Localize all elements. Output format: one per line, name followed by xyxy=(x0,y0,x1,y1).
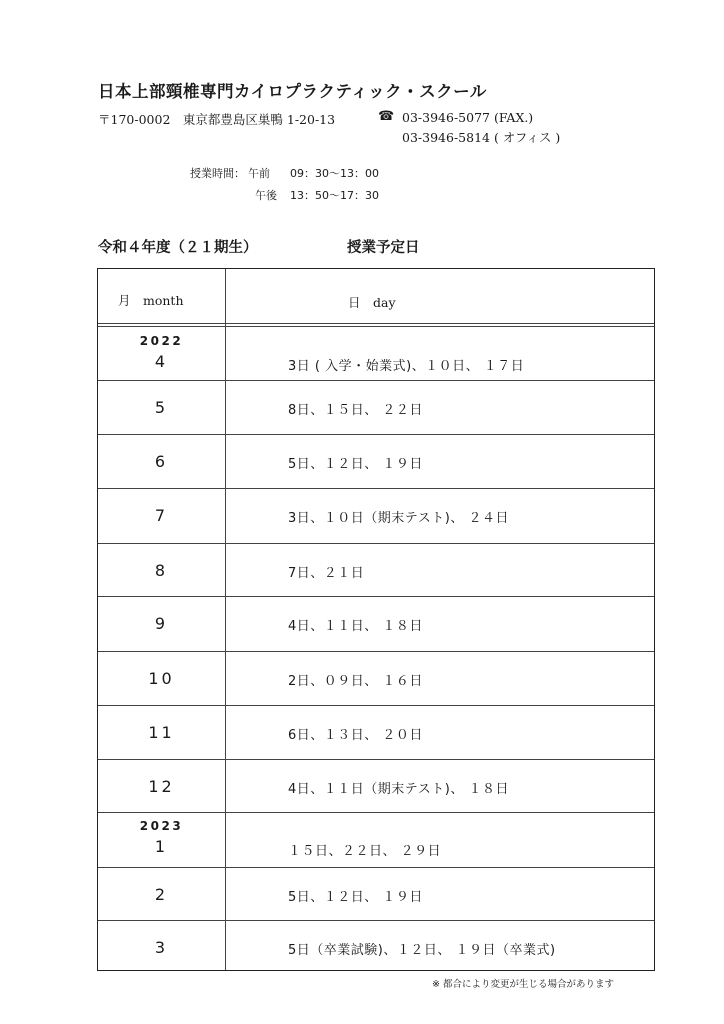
days-cell: 5日、１２日、 １９日 xyxy=(288,457,423,472)
pm-time: 13：50〜17：30 xyxy=(290,189,379,202)
month-cell: 3 xyxy=(154,938,169,957)
table-row xyxy=(98,328,654,381)
days-cell: 6日、１３日、 ２０日 xyxy=(288,728,423,743)
table-row xyxy=(98,921,654,974)
phone-office: 03-3946-5814 ( オフィス ) xyxy=(402,130,561,145)
table-row xyxy=(98,868,654,921)
school-title: 日本上部頸椎専門カイロプラクティック・スクール xyxy=(98,82,487,101)
am-time: 09：30〜13：00 xyxy=(290,167,379,180)
month-cell: 2 xyxy=(154,885,169,904)
days-cell: １５日、２２日、 ２９日 xyxy=(288,844,442,859)
column-header-month: 月 month xyxy=(118,293,184,308)
table-row xyxy=(98,813,654,866)
days-cell: 2日、０９日、 １６日 xyxy=(288,674,423,689)
month-cell: 5 xyxy=(154,398,169,417)
address: 〒170-0002 東京都豊島区巣鴨 1-20-13 xyxy=(98,112,336,127)
month-cell: 9 xyxy=(154,614,169,633)
year-heading: 令和４年度（２１期生） xyxy=(98,239,258,256)
table-row xyxy=(98,760,654,813)
pm-label: 午後 xyxy=(255,189,277,202)
days-cell: 5日、１２日、 １９日 xyxy=(288,890,423,905)
month-cell: 10 xyxy=(148,669,175,688)
column-header-day: 日 day xyxy=(348,295,396,310)
schedule-heading: 授業予定日 xyxy=(347,239,420,256)
year-label: 2023 xyxy=(139,819,184,833)
days-cell: 4日、１１日、 １８日 xyxy=(288,619,423,634)
days-cell: 5日（卒業試験)、１２日、 １９日（卒業式) xyxy=(288,943,556,958)
table-row xyxy=(98,544,654,597)
days-cell: 4日、１１日（期末テスト)、 １８日 xyxy=(288,782,509,797)
year-label: 2022 xyxy=(139,334,184,348)
header-divider xyxy=(98,323,654,327)
footnote: ※ 都合により変更が生じる場合があります xyxy=(432,979,614,990)
month-cell: 11 xyxy=(148,723,175,742)
table-row xyxy=(98,435,654,488)
table-row xyxy=(98,597,654,650)
days-cell: 3日、１０日（期末テスト)、 ２４日 xyxy=(288,511,509,526)
month-cell: 6 xyxy=(154,452,169,471)
month-cell: 4 xyxy=(154,352,169,371)
table-row xyxy=(98,489,654,542)
table-row xyxy=(98,706,654,759)
table-row xyxy=(98,381,654,434)
table-row xyxy=(98,652,654,705)
month-cell: 8 xyxy=(154,561,169,580)
phone-icon: ☎ xyxy=(378,109,395,124)
schedule-table xyxy=(97,268,655,971)
month-cell: 12 xyxy=(148,777,175,796)
days-cell: 8日、１５日、 ２２日 xyxy=(288,403,423,418)
days-cell: 3日 ( 入学・始業式)、１０日、 １７日 xyxy=(288,359,525,374)
month-cell: 7 xyxy=(154,506,169,525)
phone-fax: 03-3946-5077 (FAX.) xyxy=(402,110,534,125)
month-cell: 1 xyxy=(154,837,169,856)
hours-label: 授業時間： xyxy=(190,167,245,180)
days-cell: 7日、２１日 xyxy=(288,566,365,581)
am-label: 午前 xyxy=(248,167,270,180)
